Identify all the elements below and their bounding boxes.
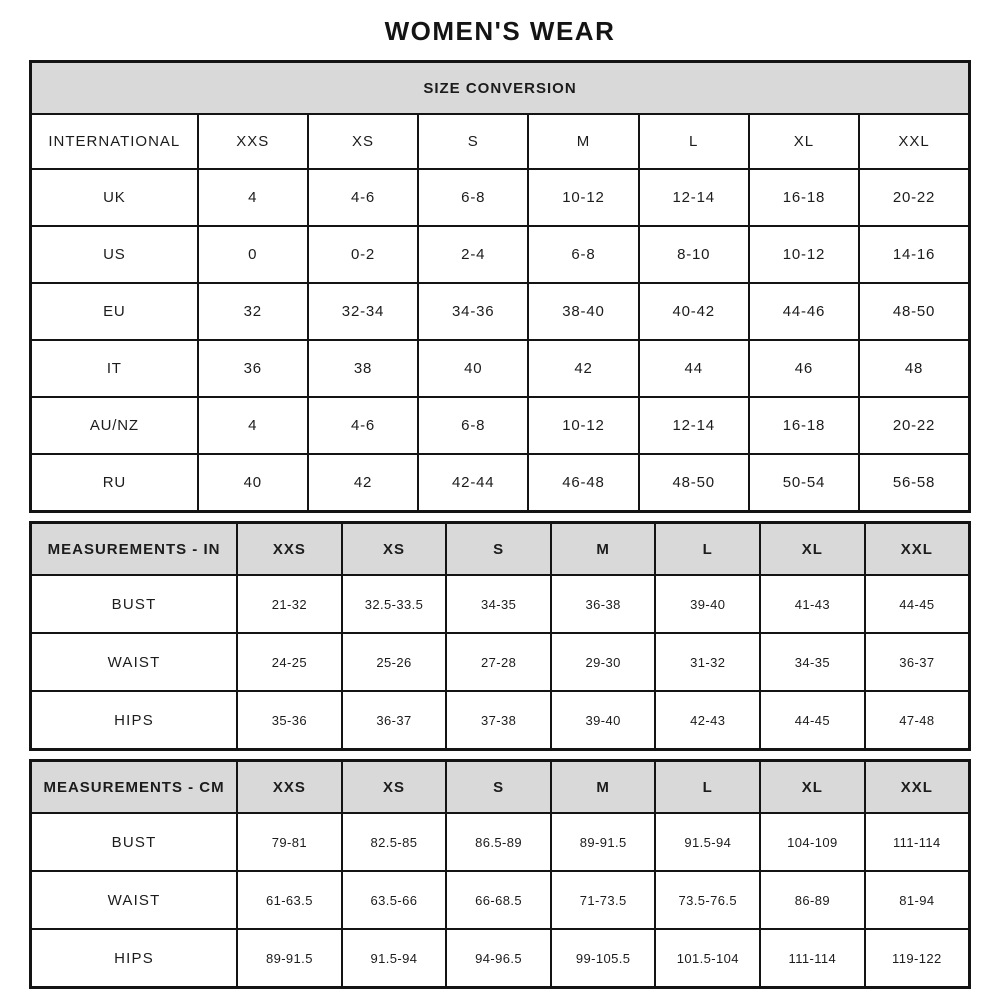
size-value-cell: 14-16 <box>859 226 969 283</box>
measurement-value-cell: 31-32 <box>655 633 760 691</box>
table-row-it <box>31 340 970 397</box>
table-row-ru <box>31 454 970 512</box>
measurement-value-cell: 89-91.5 <box>237 929 342 988</box>
measurement-value-cell: 25-26 <box>342 633 447 691</box>
column-header-xl: XL <box>760 761 865 814</box>
size-value-cell: 36 <box>198 340 308 397</box>
size-value-cell: 42-44 <box>418 454 528 512</box>
column-header-s: S <box>446 761 551 814</box>
measurements-cm-table <box>29 759 971 989</box>
table-row <box>31 62 970 115</box>
measurement-value-cell: 91.5-94 <box>342 929 447 988</box>
column-header-l: L <box>655 523 760 576</box>
measurement-value-cell: 81-94 <box>865 871 970 929</box>
measurement-value-cell: 21-32 <box>237 575 342 633</box>
column-header-m: M <box>551 761 656 814</box>
size-value-cell: 48-50 <box>859 283 969 340</box>
size-value-cell: 20-22 <box>859 169 969 226</box>
measurement-value-cell: 63.5-66 <box>342 871 447 929</box>
size-value-cell: 40 <box>418 340 528 397</box>
size-value-cell: 48-50 <box>639 454 749 512</box>
size-value-cell: 46 <box>749 340 859 397</box>
table-row-eu <box>31 283 970 340</box>
measurement-value-cell: 66-68.5 <box>446 871 551 929</box>
row-label-waist: WAIST <box>31 871 238 929</box>
size-value-cell: 4 <box>198 397 308 454</box>
size-value-cell: 38 <box>308 340 418 397</box>
size-value-cell: 2-4 <box>418 226 528 283</box>
table-row-waist-cm <box>31 871 970 929</box>
size-value-cell: 6-8 <box>418 169 528 226</box>
size-value-cell: 8-10 <box>639 226 749 283</box>
size-value-cell: 12-14 <box>639 169 749 226</box>
size-value-cell: 44-46 <box>749 283 859 340</box>
row-label-eu: EU <box>31 283 198 340</box>
column-header-xxl: XXL <box>865 761 970 814</box>
table-row-waist-in <box>31 633 970 691</box>
column-header-m: M <box>551 523 656 576</box>
row-label-bust: BUST <box>31 813 238 871</box>
column-header-xxl: XXL <box>859 114 969 169</box>
size-value-cell: 10-12 <box>749 226 859 283</box>
measurement-value-cell: 36-37 <box>865 633 970 691</box>
size-value-cell: 0 <box>198 226 308 283</box>
column-header-xl: XL <box>760 523 865 576</box>
measurement-value-cell: 29-30 <box>551 633 656 691</box>
size-value-cell: 0-2 <box>308 226 418 283</box>
measurement-value-cell: 27-28 <box>446 633 551 691</box>
size-value-cell: 6-8 <box>528 226 638 283</box>
measurement-value-cell: 37-38 <box>446 691 551 750</box>
measurement-value-cell: 71-73.5 <box>551 871 656 929</box>
measurement-value-cell: 79-81 <box>237 813 342 871</box>
measurement-value-cell: 36-38 <box>551 575 656 633</box>
column-header-xl: XL <box>749 114 859 169</box>
size-value-cell: 34-36 <box>418 283 528 340</box>
row-label-hips: HIPS <box>31 691 238 750</box>
size-value-cell: 48 <box>859 340 969 397</box>
size-value-cell: 42 <box>528 340 638 397</box>
page-title: WOMEN'S WEAR <box>384 16 616 46</box>
size-value-cell: 50-54 <box>749 454 859 512</box>
measurement-value-cell: 39-40 <box>655 575 760 633</box>
size-value-cell: 46-48 <box>528 454 638 512</box>
table-row-bust-cm <box>31 813 970 871</box>
measurement-value-cell: 35-36 <box>237 691 342 750</box>
table-row <box>31 523 970 576</box>
column-header-xs: XS <box>342 761 447 814</box>
size-value-cell: 44 <box>639 340 749 397</box>
measurement-value-cell: 101.5-104 <box>655 929 760 988</box>
size-value-cell: 4-6 <box>308 397 418 454</box>
measurement-value-cell: 44-45 <box>865 575 970 633</box>
column-header-xs: XS <box>308 114 418 169</box>
size-value-cell: 32 <box>198 283 308 340</box>
table-row-bust-in <box>31 575 970 633</box>
table-row-hips-cm <box>31 929 970 988</box>
measurement-value-cell: 24-25 <box>237 633 342 691</box>
size-value-cell: 40 <box>198 454 308 512</box>
measurement-value-cell: 91.5-94 <box>655 813 760 871</box>
size-conversion-table <box>29 60 971 513</box>
measurement-value-cell: 86-89 <box>760 871 865 929</box>
size-value-cell: 10-12 <box>528 169 638 226</box>
column-header-l: L <box>655 761 760 814</box>
column-header-xxl: XXL <box>865 523 970 576</box>
size-value-cell: 38-40 <box>528 283 638 340</box>
column-header-s: S <box>418 114 528 169</box>
size-value-cell: 56-58 <box>859 454 969 512</box>
table-row <box>31 114 970 169</box>
size-value-cell: 6-8 <box>418 397 528 454</box>
size-value-cell: 42 <box>308 454 418 512</box>
row-label-ru: RU <box>31 454 198 512</box>
measurement-value-cell: 99-105.5 <box>551 929 656 988</box>
size-value-cell: 20-22 <box>859 397 969 454</box>
table-row <box>31 761 970 814</box>
size-value-cell: 16-18 <box>749 397 859 454</box>
column-header-m: M <box>528 114 638 169</box>
column-header-xxs: XXS <box>237 761 342 814</box>
measurement-value-cell: 42-43 <box>655 691 760 750</box>
table-row-us <box>31 226 970 283</box>
measurement-value-cell: 44-45 <box>760 691 865 750</box>
size-value-cell: 4-6 <box>308 169 418 226</box>
row-label-uk: UK <box>31 169 198 226</box>
row-label-aunz: AU/NZ <box>31 397 198 454</box>
size-value-cell: 32-34 <box>308 283 418 340</box>
measurements-cm-title: MEASUREMENTS - CM <box>31 761 238 814</box>
row-label-hips: HIPS <box>31 929 238 988</box>
measurement-value-cell: 119-122 <box>865 929 970 988</box>
measurement-value-cell: 34-35 <box>446 575 551 633</box>
table-row-hips-in <box>31 691 970 750</box>
size-value-cell: 10-12 <box>528 397 638 454</box>
measurement-value-cell: 32.5-33.5 <box>342 575 447 633</box>
measurement-value-cell: 47-48 <box>865 691 970 750</box>
measurement-value-cell: 82.5-85 <box>342 813 447 871</box>
column-header-international: INTERNATIONAL <box>31 114 198 169</box>
column-header-xxs: XXS <box>198 114 308 169</box>
measurement-value-cell: 39-40 <box>551 691 656 750</box>
size-value-cell: 16-18 <box>749 169 859 226</box>
measurement-value-cell: 41-43 <box>760 575 865 633</box>
measurement-value-cell: 89-91.5 <box>551 813 656 871</box>
measurements-in-title: MEASUREMENTS - IN <box>31 523 238 576</box>
row-label-waist: WAIST <box>31 633 238 691</box>
size-value-cell: 4 <box>198 169 308 226</box>
measurement-value-cell: 86.5-89 <box>446 813 551 871</box>
table-row-uk <box>31 169 970 226</box>
measurement-value-cell: 61-63.5 <box>237 871 342 929</box>
measurement-value-cell: 94-96.5 <box>446 929 551 988</box>
row-label-bust: BUST <box>31 575 238 633</box>
row-label-it: IT <box>31 340 198 397</box>
table-row-aunz <box>31 397 970 454</box>
size-value-cell: 40-42 <box>639 283 749 340</box>
measurements-in-table <box>29 521 971 751</box>
size-conversion-title: SIZE CONVERSION <box>31 62 970 115</box>
column-header-l: L <box>639 114 749 169</box>
measurement-value-cell: 73.5-76.5 <box>655 871 760 929</box>
column-header-s: S <box>446 523 551 576</box>
measurement-value-cell: 111-114 <box>760 929 865 988</box>
measurement-value-cell: 34-35 <box>760 633 865 691</box>
measurement-value-cell: 104-109 <box>760 813 865 871</box>
row-label-us: US <box>31 226 198 283</box>
measurement-value-cell: 111-114 <box>865 813 970 871</box>
column-header-xxs: XXS <box>237 523 342 576</box>
measurement-value-cell: 36-37 <box>342 691 447 750</box>
column-header-xs: XS <box>342 523 447 576</box>
size-value-cell: 12-14 <box>639 397 749 454</box>
